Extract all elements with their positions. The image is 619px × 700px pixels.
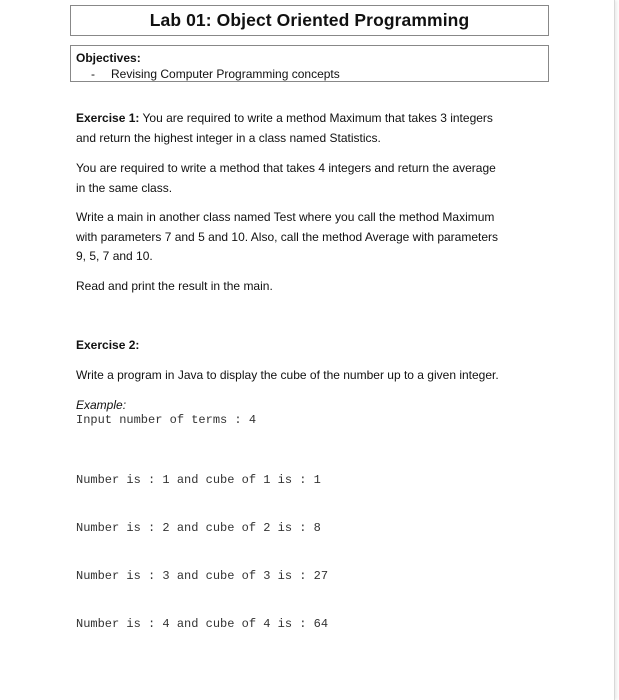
main-line: Write a main in another class named Test where you call the method Maximum	[76, 210, 495, 224]
output-line: Number is : 2 and cube of 2 is : 8	[76, 521, 321, 535]
main-paragraph	[76, 208, 546, 267]
exercise2-heading: Exercise 2:	[76, 338, 140, 352]
objective-item	[91, 67, 340, 81]
example-label: Example:	[76, 398, 127, 412]
print-line: Read and print the result in the main.	[76, 279, 273, 293]
main-line: with parameters 7 and 5 and 10. Also, call the method Average with parameters	[76, 229, 499, 244]
exercise2-task: Write a program in Java to display the cube of the number up to a given integer.	[76, 368, 499, 382]
average-paragraph	[76, 159, 546, 198]
print-paragraph	[76, 277, 546, 297]
average-line: in the same class.	[76, 180, 173, 195]
average-line: You are required to write a method that takes 4 integers and return the average	[76, 161, 496, 175]
main-line: 9, 5, 7 and 10.	[76, 249, 153, 263]
exercise1-line	[76, 109, 546, 129]
output-line: Number is : 4 and cube of 4 is : 64	[76, 617, 329, 631]
exercise1-paragraph	[76, 109, 546, 148]
output-line: Number is : 1 and cube of 1 is : 1	[76, 473, 321, 487]
objectives-box	[70, 45, 549, 82]
objective-text: Revising Computer Programming concepts	[111, 67, 340, 81]
bullet-dash: -	[91, 67, 95, 81]
objectives-label: Objectives:	[76, 51, 141, 65]
exercise1-line: and return the highest integer in a class named Statistics.	[76, 130, 381, 145]
page-title	[70, 5, 549, 36]
example-output	[76, 440, 328, 648]
exercise1-text: You are required to write a method Maximum that takes 3 integers	[139, 111, 493, 125]
title-text: Lab 01: Object Oriented Programming	[149, 10, 470, 30]
output-line: Number is : 3 and cube of 3 is : 27	[76, 569, 329, 583]
exercise1-heading: Exercise 1:	[76, 111, 140, 125]
example-input-line: Input number of terms : 4	[76, 413, 257, 427]
